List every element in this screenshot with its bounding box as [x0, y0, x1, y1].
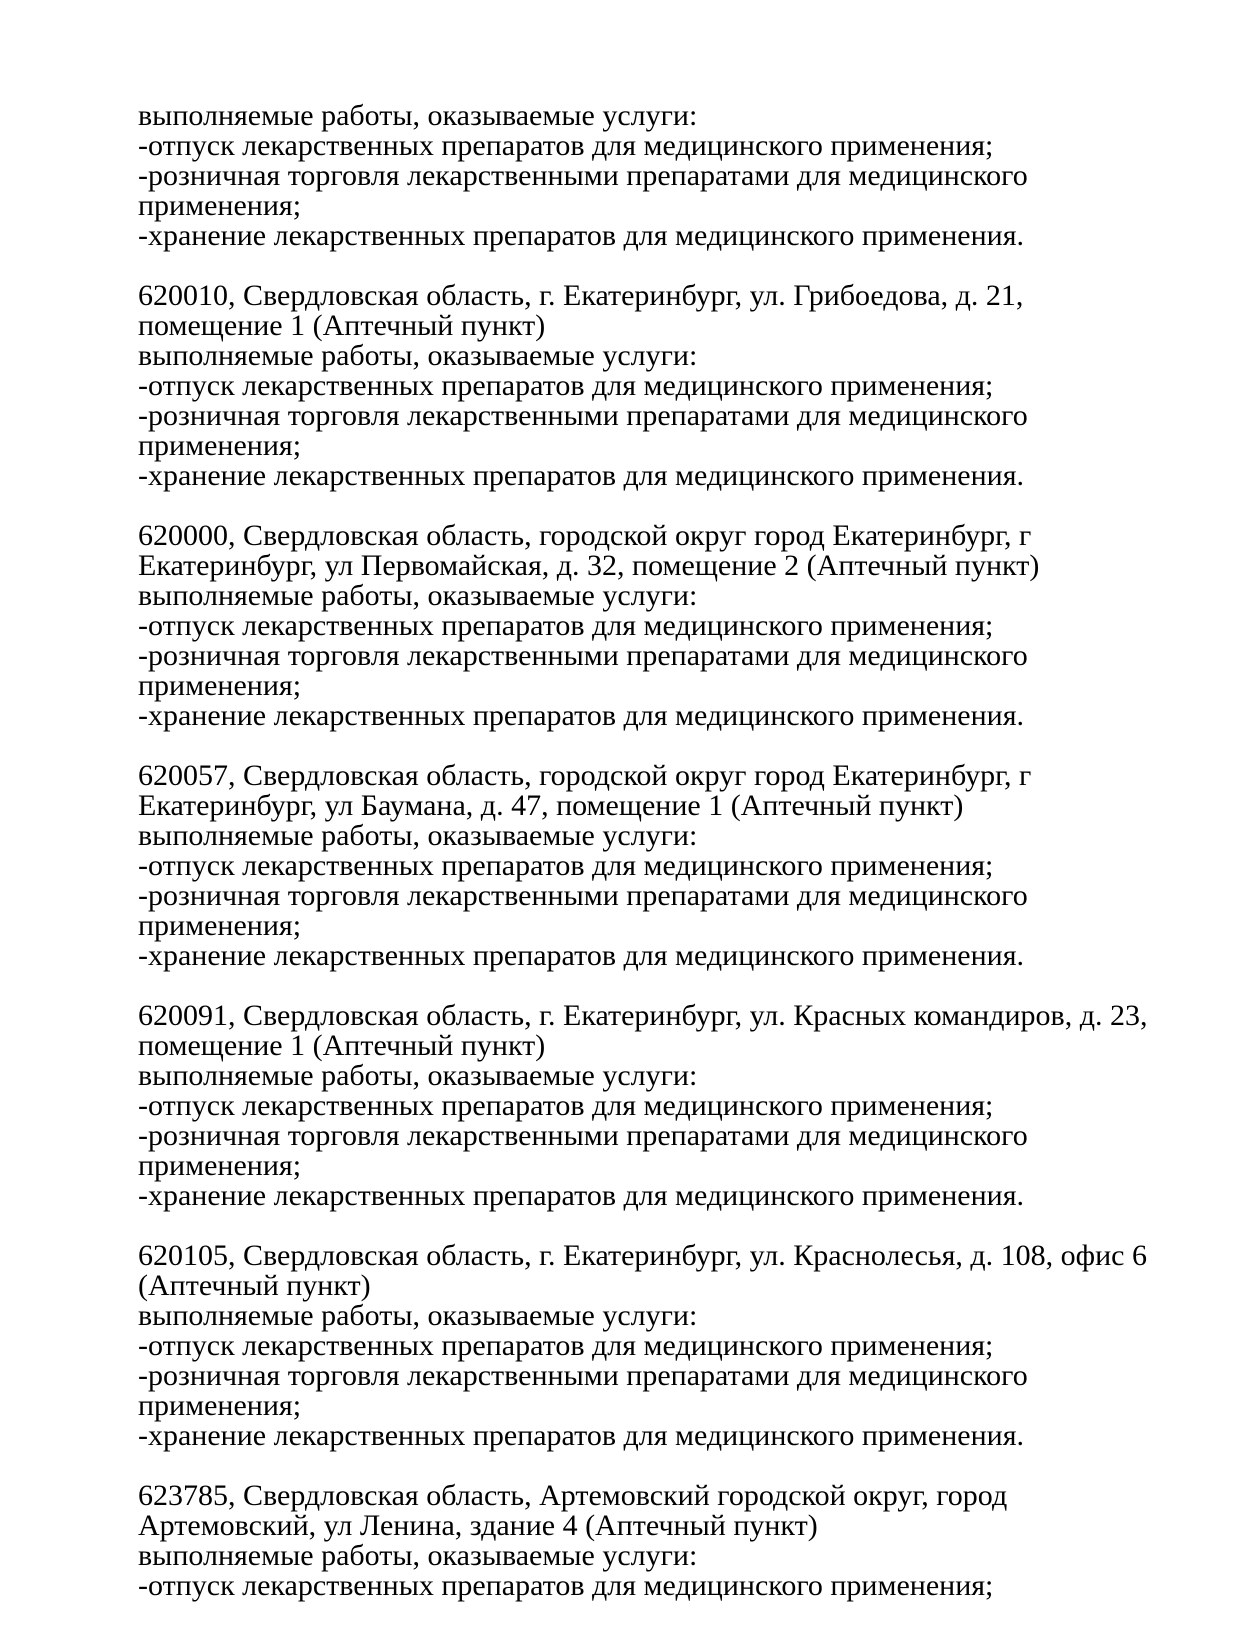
service-line: -розничная торговля лекарственными препаратами для медицинского применения;	[138, 639, 1028, 702]
license-entry	[138, 521, 1148, 731]
license-entry	[138, 1241, 1148, 1451]
license-entry	[138, 1001, 1148, 1211]
service-line: -отпуск лекарственных препаратов для медицинского применения;	[138, 1089, 994, 1122]
service-line: -хранение лекарственных препаратов для медицинского применения.	[138, 459, 1025, 492]
service-line: -хранение лекарственных препаратов для медицинского применения.	[138, 219, 1025, 252]
service-line: -отпуск лекарственных препаратов для медицинского применения;	[138, 1569, 994, 1602]
service-line: -отпуск лекарственных препаратов для медицинского применения;	[138, 129, 994, 162]
service-line: -хранение лекарственных препаратов для медицинского применения.	[138, 699, 1025, 732]
services-heading: выполняемые работы, оказываемые услуги:	[138, 99, 698, 132]
services-heading: выполняемые работы, оказываемые услуги:	[138, 339, 698, 372]
entry-address: 620105, Свердловская область, г. Екатеринбург, ул. Краснолесья, д. 108, офис 6 (Аптечный пункт)	[138, 1239, 1147, 1302]
license-entry	[138, 761, 1148, 971]
license-entry	[138, 281, 1148, 491]
service-line: -отпуск лекарственных препаратов для медицинского применения;	[138, 1329, 994, 1362]
license-entry	[138, 101, 1148, 251]
entry-address: 620057, Свердловская область, городской округ город Екатеринбург, г Екатеринбург, ул Баумана, д. 47, помещение 1 (Аптечный пункт)	[138, 759, 1032, 822]
service-line: -отпуск лекарственных препаратов для медицинского применения;	[138, 369, 994, 402]
services-heading: выполняемые работы, оказываемые услуги:	[138, 1059, 698, 1092]
services-heading: выполняемые работы, оказываемые услуги:	[138, 1299, 698, 1332]
service-line: -хранение лекарственных препаратов для медицинского применения.	[138, 1419, 1025, 1452]
services-heading: выполняемые работы, оказываемые услуги:	[138, 1539, 698, 1572]
service-line: -розничная торговля лекарственными препаратами для медицинского применения;	[138, 1359, 1028, 1422]
service-line: -хранение лекарственных препаратов для медицинского применения.	[138, 939, 1025, 972]
services-heading: выполняемые работы, оказываемые услуги:	[138, 819, 698, 852]
entry-address: 620091, Свердловская область, г. Екатеринбург, ул. Красных командиров, д. 23, помещение 1 (Аптечный пункт)	[138, 999, 1148, 1062]
service-line: -розничная торговля лекарственными препаратами для медицинского применения;	[138, 1119, 1028, 1182]
service-line: -розничная торговля лекарственными препаратами для медицинского применения;	[138, 879, 1028, 942]
license-entry	[138, 1481, 1148, 1601]
entry-address: 620000, Свердловская область, городской округ город Екатеринбург, г Екатеринбург, ул Первомайская, д. 32, помещение 2 (Аптечный пункт)	[138, 519, 1040, 582]
service-line: -отпуск лекарственных препаратов для медицинского применения;	[138, 849, 994, 882]
service-line: -отпуск лекарственных препаратов для медицинского применения;	[138, 609, 994, 642]
service-line: -хранение лекарственных препаратов для медицинского применения.	[138, 1179, 1025, 1212]
service-line: -розничная торговля лекарственными препаратами для медицинского применения;	[138, 159, 1028, 222]
entry-address: 623785, Свердловская область, Артемовский городской округ, город Артемовский, ул Ленина, здание 4 (Аптечный пункт)	[138, 1479, 1008, 1542]
service-line: -розничная торговля лекарственными препаратами для медицинского применения;	[138, 399, 1028, 462]
entry-address: 620010, Свердловская область, г. Екатеринбург, ул. Грибоедова, д. 21, помещение 1 (Аптечный пункт)	[138, 279, 1024, 342]
services-heading: выполняемые работы, оказываемые услуги:	[138, 579, 698, 612]
